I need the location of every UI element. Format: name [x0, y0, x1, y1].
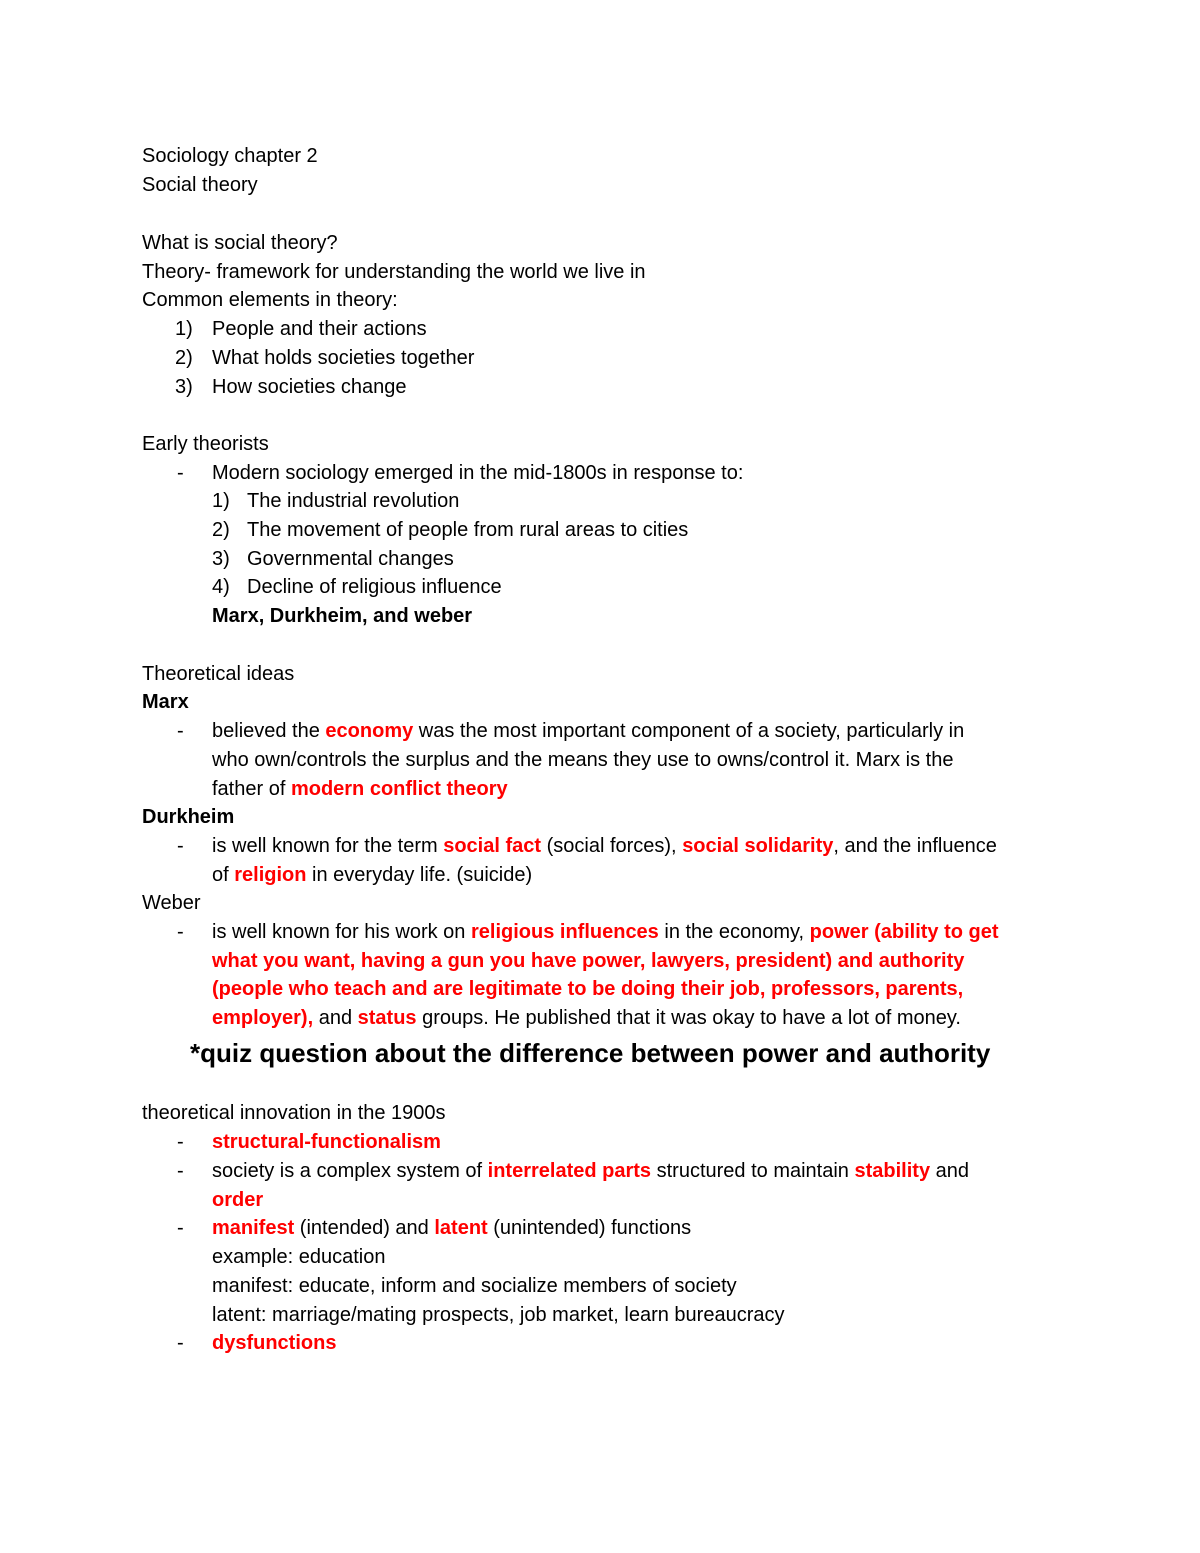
- durkheim-line-1: [212, 832, 997, 860]
- highlight-term: religion: [234, 864, 307, 886]
- highlight-term: religious influences: [470, 921, 659, 943]
- text-span: and: [930, 1160, 969, 1182]
- marx-heading: Marx: [142, 691, 189, 713]
- innovation-heading: theoretical innovation in the 1900s: [142, 1102, 446, 1124]
- marx-line-3: [212, 775, 508, 803]
- list-number: 3): [212, 548, 230, 570]
- weber-line-4: [212, 1004, 961, 1032]
- bullet-dash: -: [177, 720, 184, 742]
- highlight-term: employer),: [212, 1007, 314, 1029]
- weber-heading: Weber: [142, 892, 201, 914]
- text-span: in the economy,: [658, 921, 810, 943]
- text-span: in everyday life. (suicide): [306, 864, 533, 886]
- list-item: The industrial revolution: [247, 490, 460, 512]
- durkheim-line-2: [212, 861, 532, 889]
- innovation-bullet-4: dysfunctions: [212, 1332, 337, 1354]
- text-span: (intended) and: [294, 1217, 435, 1239]
- marx-line-2: who own/controls the surplus and the means they use to owns/control it. Marx is the: [212, 749, 954, 771]
- list-number: 2): [175, 347, 193, 369]
- text-span: (social forces),: [541, 835, 683, 857]
- theorist-names: Marx, Durkheim, and weber: [212, 605, 473, 627]
- list-item: People and their actions: [212, 318, 427, 340]
- highlight-term: status: [357, 1007, 417, 1029]
- innovation-bullet-1: structural-functionalism: [212, 1131, 441, 1153]
- highlight-term: stability: [854, 1160, 931, 1182]
- highlight-term: social solidarity: [682, 835, 834, 857]
- doc-subtitle: Social theory: [142, 174, 258, 196]
- early-theorists-heading: Early theorists: [142, 433, 269, 455]
- text-span: is well known for the term: [212, 835, 444, 857]
- text-span: of: [212, 864, 235, 886]
- list-number: 1): [175, 318, 193, 340]
- text-span: is well known for his work on: [212, 921, 471, 943]
- highlight-term: latent: [434, 1217, 488, 1239]
- list-number: 2): [212, 519, 230, 541]
- highlight-term: economy: [325, 720, 414, 742]
- list-number: 4): [212, 576, 230, 598]
- highlight-term: manifest: [212, 1217, 295, 1239]
- highlight-term: power (ability to get: [809, 921, 999, 943]
- bullet-dash: -: [177, 921, 184, 943]
- theoretical-ideas-heading: Theoretical ideas: [142, 663, 295, 685]
- latent-line: latent: marriage/mating prospects, job market, learn bureaucracy: [212, 1304, 785, 1326]
- highlight-term: social fact: [443, 835, 542, 857]
- weber-line-3: (people who teach and are legitimate to be doing their job, professors, parents,: [212, 978, 964, 1000]
- weber-line-1: [212, 918, 999, 946]
- text-span: father of: [212, 778, 291, 800]
- quiz-note: *quiz question about the difference between power and authority: [190, 1038, 991, 1068]
- list-item: How societies change: [212, 376, 407, 398]
- list-item: The movement of people from rural areas to cities: [247, 519, 689, 541]
- text-span: structured to maintain: [651, 1160, 855, 1182]
- innovation-bullet-2: [212, 1157, 969, 1185]
- innovation-bullet-3: [212, 1214, 691, 1242]
- text-span: groups. He published that it was okay to have a lot of money.: [416, 1007, 961, 1029]
- marx-line-1: [212, 717, 964, 745]
- highlight-term: modern conflict theory: [290, 778, 508, 800]
- manifest-line: manifest: educate, inform and socialize members of society: [212, 1275, 737, 1297]
- innovation-bullet-2-cont: order: [212, 1189, 264, 1211]
- example-line: example: education: [212, 1246, 386, 1268]
- text-span: believed the: [212, 720, 326, 742]
- early-bullet: Modern sociology emerged in the mid-1800s in response to:: [212, 462, 744, 484]
- common-elements-label: Common elements in theory:: [142, 289, 398, 311]
- durkheim-heading: Durkheim: [142, 806, 235, 828]
- text-span: (unintended) functions: [487, 1217, 692, 1239]
- text-span: society is a complex system of: [212, 1160, 488, 1182]
- bullet-dash: -: [177, 1131, 184, 1153]
- bullet-dash: -: [177, 1160, 184, 1182]
- list-item: What holds societies together: [212, 347, 475, 369]
- list-number: 1): [212, 490, 230, 512]
- text-span: and: [313, 1007, 358, 1029]
- list-item: Decline of religious influence: [247, 576, 502, 598]
- bullet-dash: -: [177, 835, 184, 857]
- weber-line-2: what you want, having a gun you have power, lawyers, president) and authority: [212, 950, 965, 972]
- bullet-dash: -: [177, 1332, 184, 1354]
- doc-title: Sociology chapter 2: [142, 145, 318, 167]
- highlight-term: interrelated parts: [487, 1160, 652, 1182]
- theory-definition: Theory- framework for understanding the world we live in: [142, 261, 646, 283]
- bullet-dash: -: [177, 1217, 184, 1239]
- intro-question: What is social theory?: [142, 232, 338, 254]
- text-span: , and the influence: [833, 835, 997, 857]
- text-span: was the most important component of a society, particularly in: [413, 720, 965, 742]
- list-number: 3): [175, 376, 193, 398]
- bullet-dash: -: [177, 462, 184, 484]
- list-item: Governmental changes: [247, 548, 454, 570]
